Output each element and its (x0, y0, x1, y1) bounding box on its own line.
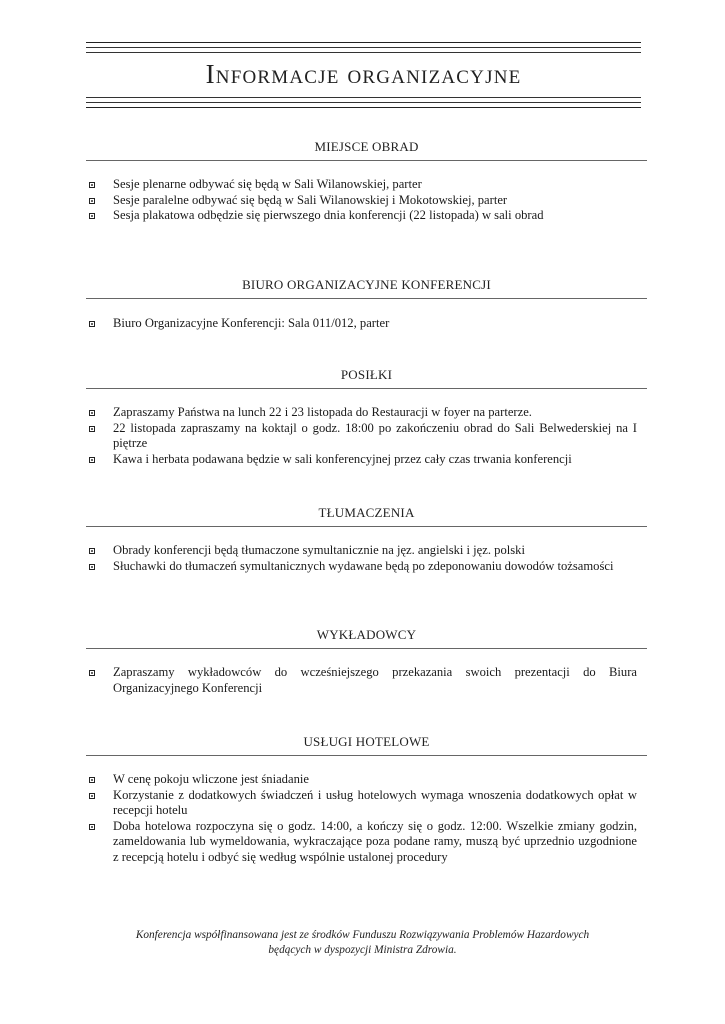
item-list (86, 772, 647, 865)
square-bullet-icon (89, 213, 95, 219)
item-list (86, 316, 647, 332)
section-rule (86, 160, 647, 161)
list-item: Kawa i herbata podawana będzie w sali konferencyjnej przez cały czas trwania konferencji (86, 452, 647, 468)
section-rule (86, 526, 647, 527)
section-heading: BIURO ORGANIZACYJNE KONFERENCJI (242, 277, 491, 292)
square-bullet-icon (89, 426, 95, 432)
title-block (86, 42, 641, 108)
title-rule-top-1 (86, 42, 641, 43)
section-rule (86, 648, 647, 649)
list-item: Sesja plakatowa odbędzie się pierwszego dnia konferencji (22 listopada) w sali obrad (86, 208, 647, 224)
list-item: Zapraszamy Państwa na lunch 22 i 23 listopada do Restauracji w foyer na parterze. (86, 405, 647, 421)
section-wykladowcy (86, 626, 647, 696)
list-item: W cenę pokoju wliczone jest śniadanie (86, 772, 647, 788)
section-heading: USŁUGI HOTELOWE (303, 734, 430, 749)
square-bullet-icon (89, 670, 95, 676)
square-bullet-icon (89, 793, 95, 799)
list-item: Sesje paralelne odbywać się będą w Sali Wilanowskiej i Mokotowskiej, parter (86, 193, 647, 209)
footer-line-1: Konferencja współfinansowana jest ze środków Funduszu Rozwiązywania Problemów Hazardowych (135, 929, 590, 941)
square-bullet-icon (89, 182, 95, 188)
item-list (86, 177, 647, 224)
section-tlumaczenia (86, 504, 647, 574)
section-rule (86, 755, 647, 756)
square-bullet-icon (89, 410, 95, 416)
footer-note (100, 928, 625, 958)
square-bullet-icon (89, 564, 95, 570)
item-list (86, 405, 647, 467)
item-list (86, 665, 647, 696)
section-heading: TŁUMACZENIA (318, 505, 415, 520)
list-item: Korzystanie z dodatkowych świadczeń i usług hotelowych wymaga wnoszenia dodatkowych opłat w recepcji hotelu (86, 788, 647, 819)
square-bullet-icon (89, 548, 95, 554)
list-item: Doba hotelowa rozpoczyna się o godz. 14:00, a kończy się o godz. 12:00. Wszelkie zmiany godzin, zameldowania lub wymeldowania, wykraczające poza podane ramy, muszą być uprzednio uzgodnione z recepcją hotelu i odbyć się według wspólnie ustalonej procedury (86, 819, 647, 866)
section-uslugi-hotelowe (86, 733, 647, 865)
title-rule-bottom-2 (86, 102, 641, 103)
section-heading: WYKŁADOWCY (316, 627, 417, 642)
square-bullet-icon (89, 824, 95, 830)
section-rule (86, 298, 647, 299)
square-bullet-icon (89, 457, 95, 463)
square-bullet-icon (89, 321, 95, 327)
title-rule-bottom-1 (86, 97, 641, 98)
section-heading: POSIŁKI (340, 367, 393, 382)
list-item: Obrady konferencji będą tłumaczone symultanicznie na jęz. angielski i jęz. polski (86, 543, 647, 559)
title-rule-top-2 (86, 47, 641, 48)
item-list (86, 543, 647, 574)
list-item: Zapraszamy wykładowców do wcześniejszego przekazania swoich prezentacji do Biura Organizacyjnego Konferencji (86, 665, 647, 696)
title-rule-top-3 (86, 52, 641, 53)
square-bullet-icon (89, 198, 95, 204)
section-heading: MIEJSCE OBRAD (314, 139, 419, 154)
page-title: Informacje organizacyjne (205, 59, 522, 89)
section-biuro-organizacyjne (86, 276, 647, 332)
list-item: Biuro Organizacyjne Konferencji: Sala 011/012, parter (86, 316, 647, 332)
list-item: Słuchawki do tłumaczeń symultanicznych wydawane będą po zdeponowaniu dowodów tożsamości (86, 559, 647, 575)
title-rule-bottom-3 (86, 107, 641, 108)
square-bullet-icon (89, 777, 95, 783)
list-item: Sesje plenarne odbywać się będą w Sali Wilanowskiej, parter (86, 177, 647, 193)
section-posilki (86, 366, 647, 467)
list-item: 22 listopada zapraszamy na koktajl o godz. 18:00 po zakończeniu obrad do Sali Belwederskiej na I piętrze (86, 421, 647, 452)
footer-line-2: będących w dyspozycji Ministra Zdrowia. (268, 944, 457, 956)
section-miejsce-obrad (86, 138, 647, 224)
section-rule (86, 388, 647, 389)
